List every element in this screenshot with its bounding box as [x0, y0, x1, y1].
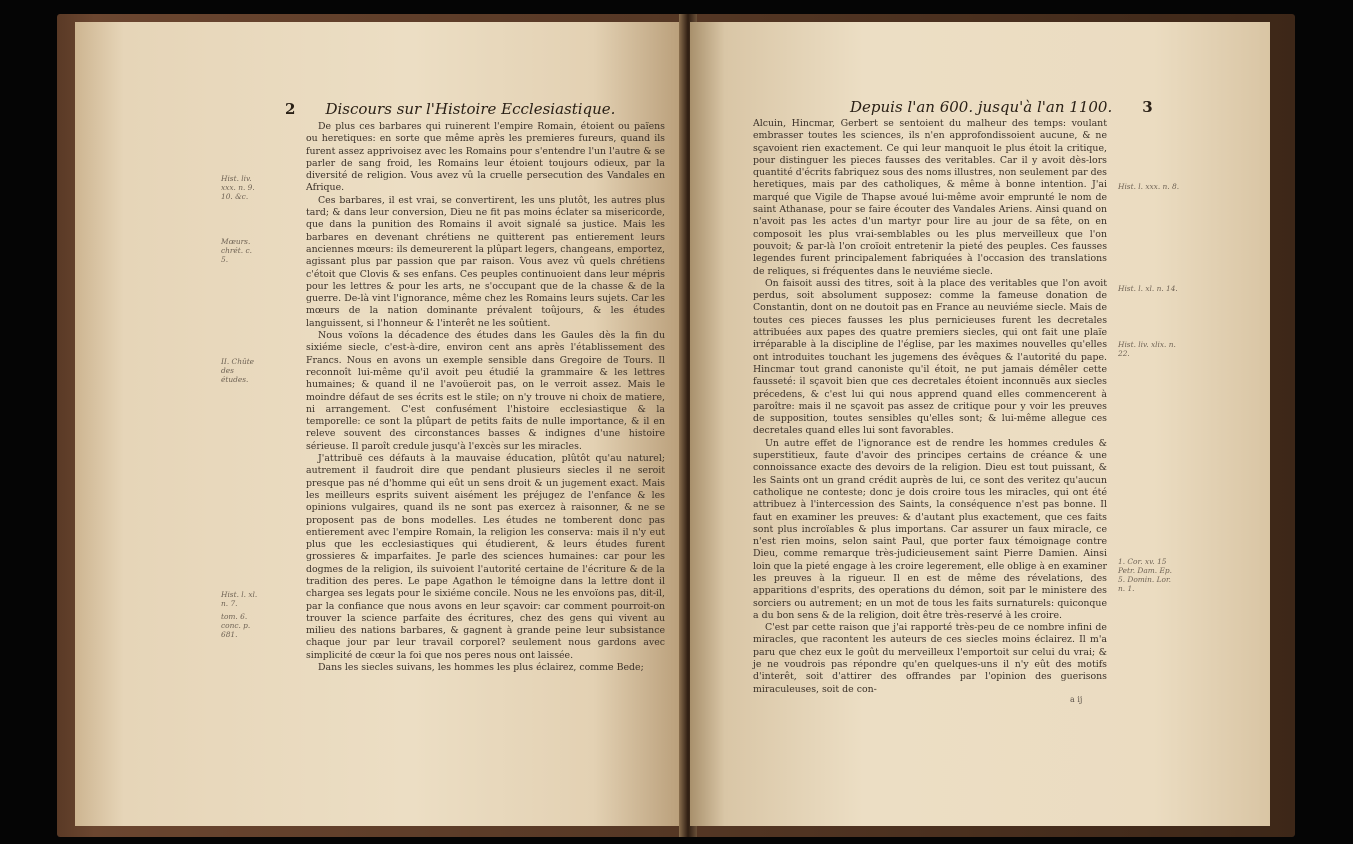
- right-folio: 3: [1142, 98, 1153, 116]
- left-head-title: Discours sur l'Histoire Ecclesiastique.: [325, 100, 616, 118]
- right-head-title: Depuis l'an 600. jusqu'à l'an 1100.: [850, 98, 1113, 116]
- margin-note: Hist. liv. xxx. n. 9. 10. &c.: [221, 174, 255, 201]
- margin-note: Hist. l. xl. n. 7.: [221, 590, 258, 608]
- signature-mark: a ij: [1070, 695, 1083, 704]
- paragraph: De plus ces barbares qui ruinerent l'empire Romain, étoient ou païens ou heretiques: en sorte que même après les premieres fureurs, quand ils furent assez apprivoisez avec les Romains pour s'entendre l'un l'autre & se parler de sang froid, les Romains leur étoient toujours odieux, par la diversité de religion. Vous avez vû la cruelle persecution des Vandales en Afrique.: [306, 121, 665, 194]
- paragraph: C'est par cette raison que j'ai rapporté très-peu de ce nombre infini de miracles, que racontent les auteurs de ces siecles moins éclairez. Il m'a paru que chez eux le goût du merveilleux l'emportoit sur celui du vrai; & je ne voudrois pas répondre qu'en quelques-uns il n'y eût des motifs d'interêt, soit d'attirer des offrandes par l'opinion des guerisons miraculeuses, soit de con-: [753, 622, 1107, 695]
- left-running-head: [285, 100, 615, 118]
- margin-note: Hist. l. xxx. n. 8.: [1118, 182, 1180, 191]
- left-page: [75, 22, 685, 826]
- left-folio: 2: [285, 100, 296, 118]
- margin-note: 1. Cor. xv. 15 Petr. Dam. Ep. 5. Domin. Lor. n. 1.: [1118, 557, 1172, 593]
- paragraph: Ces barbares, il est vrai, se convertirent, les uns plutôt, les autres plus tard; & dans leur conversion, Dieu ne fit pas moins éclater sa misericorde, que dans la punition des Romains il avoit signalé sa justice. Mais les barbares en devenant chrétiens ne quitterent pas entierement leurs anciennes mœurs: ils demeurerent la plûpart legers, changeans, emportez, agissant plus par passion que par raison. Vous avez vû quels chrétiens c'étoit que Clovis & ses enfans. Ces peuples continuoient dans leur mépris pour les lettres & pour les arts, ne s'occupant que de la chasse & de la guerre. De-là vint l'ignorance, même chez les Romains leurs sujets. Car les mœurs de la nation dominante prévalent toûjours, & les études languissent, si l'honneur & l'interêt ne les soûtient.: [306, 194, 665, 329]
- right-page: [690, 22, 1270, 826]
- margin-note: II. Chûte des études.: [221, 357, 255, 384]
- scanned-book-spread: [57, 14, 1295, 837]
- left-text-block: [306, 121, 665, 674]
- paragraph: J'attribuë ces défauts à la mauvaise éducation, plûtôt qu'au naturel; autrement il faudroit dire que pendant plusieurs siecles il ne seroit presque pas né d'homme qui eût un sens droit & un jugement exact. Mais les meilleurs esprits suivent aisément les préjugez de l'enfance & les opinions vulgaires, quand ils ne sont pas exercez à raisonner, & ne se proposent pas de bons modelles. Les études ne tomberent donc pas entierement avec l'empire Romain, la religion les conserva: mais il n'y eut plus que les ecclesiastiques qui étudierent, & leurs études furent grossieres & imparfaites. Je parle des sciences humaines: car pour les dogmes de la religion, ils suivoient l'autorité certaine de l'écriture & de la tradition des peres. Le pape Agathon le témoigne dans la lettre dont il chargea ses legats pour le sixiéme concile. Nous ne les envoïons pas, dit-il, par la confiance que nous avons en leur sçavoir: car comment pourroit-on trouver la science parfaite des écritures, chez des gens qui vivent au milieu des nations barbares, & gagnent à grande peine leur subsistance chaque jour par leur travail corporel? seulement nous gardons avec simplicité de cœur la foi que nos peres nous ont laissée.: [306, 453, 665, 661]
- margin-note: tom. 6. conc. p. 681.: [221, 612, 251, 639]
- paragraph: On faisoit aussi des titres, soit à la place des veritables que l'on avoit perdus, soit absolument supposez: comme la fameuse donation de Constantin, dont on ne doutoit pas en France au neuviéme siecle. Mais de toutes ces pieces fausses les plus pernicieuses furent les decretales attribuées aux papes des quatre premiers siecles, qui ont fait une plaïe irréparable à la discipline de l'église, par les maximes nouvelles qu'elles ont introduites touchant les jugemens des évêques & l'autorité du pape. Hincmar tout grand canoniste qu'il étoit, ne put jamais démêler cette fausseté: il sçavoit bien que ces decretales étoient inconnuës aux siecles précedens, & c'est lui qui nous apprend quand elles commencerent à paroître: mais il ne sçavoit pas assez de critique pour y voir les preuves de supposition, toutes sensibles qu'elles sont; & lui-même allegue ces decretales quand elles lui sont favorables.: [753, 277, 1107, 437]
- right-text-block: [753, 118, 1107, 696]
- paragraph: Alcuin, Hincmar, Gerbert se sentoient du malheur des temps: voulant embrasser toutes les sciences, ils n'en approfondissoient aucune, & ne sçavoient rien exactement. Ce qui leur manquoit le plus étoit la critique, pour distinguer les pieces fausses des veritables. Car il y avoit dès-lors quantité d'écrits fabriquez sous des noms illustres, non seulement par des heretiques, mais par des catholiques, & même à bonne intention. J'ai marqué que Vigile de Thapse avoué lui-même avoir emprunté le nom de saint Athanase, pour se faire écouter des Vandales Ariens. Ainsi quand on n'avoit pas les actes d'un martyr pour lire au jour de sa fête, on en composoit les plus vrai-semblables ou les plus merveilleux que l'on pouvoit; & par-là l'on croïoit entretenir la pieté des peuples. Ces fausses legendes furent principalement fabriquées à l'occasion des translations de reliques, si fréquentes dans le neuviéme siecle.: [753, 118, 1107, 277]
- margin-note: Mœurs. chrét. c. 5.: [221, 237, 252, 264]
- margin-note: Hist. l. xl. n. 14.: [1118, 284, 1178, 293]
- margin-note: Hist. liv. xlix. n. 22.: [1118, 340, 1176, 358]
- paragraph: Dans les siecles suivans, les hommes les plus éclairez, comme Bede;: [318, 662, 644, 674]
- paragraph: Nous voïons la décadence des études dans les Gaules dès la fin du sixiéme siecle, c'est-à-dire, environ cent ans après l'établissement des Francs. Nous en avons un exemple sensible dans Gregoire de Tours. Il reconnoît lui-même qu'il avoit peu étudié la grammaire & les lettres humaines; & quand il ne l'avoüeroit pas, on le verroit assez. Mais le moindre défaut de ses écrits est le stile; on n'y trouve ni choix de matiere, ni arrangement. C'est confusément l'histoire ecclesiastique & la temporelle: ce sont la plûpart de petits faits de nulle importance, & il en releve souvent des circonstances basses & indignes d'une histoire sérieuse. Il paroît credule jusqu'à l'excès sur les miracles.: [306, 330, 665, 452]
- right-running-head: [850, 98, 1153, 116]
- paragraph: Un autre effet de l'ignorance est de rendre les hommes credules & superstitieux, faute d'avoir des principes certains de créance & une connoissance exacte des devoirs de la religion. Dieu est tout puissant, & les Saints ont un grand crédit auprès de lui, ce sont des veritez qu'aucun catholique ne conteste; donc je dois croire tous les miracles, qui ont été attribuez à l'intercession des Saints, la conséquence n'est pas bonne. Il faut en examiner les preuves: & d'autant plus exactement, que ces faits sont plus incroïables & plus importans. Car assurer un faux miracle, ce n'est rien moins, selon saint Paul, que porter faux témoignage contre Dieu, comme remarque très-judicieusement saint Pierre Damien. Ainsi loin que la pieté engage à les croire legerement, elle oblige à en examiner les preuves à la rigueur. Il en est de même des révelations, des apparitions d'esprits, des operations du démon, soit par le ministere des sorciers ou autrement; en un mot de tous les faits surnaturels: quiconque a du bon sens & de la religion, doit être très-reservé à les croire.: [753, 437, 1107, 621]
